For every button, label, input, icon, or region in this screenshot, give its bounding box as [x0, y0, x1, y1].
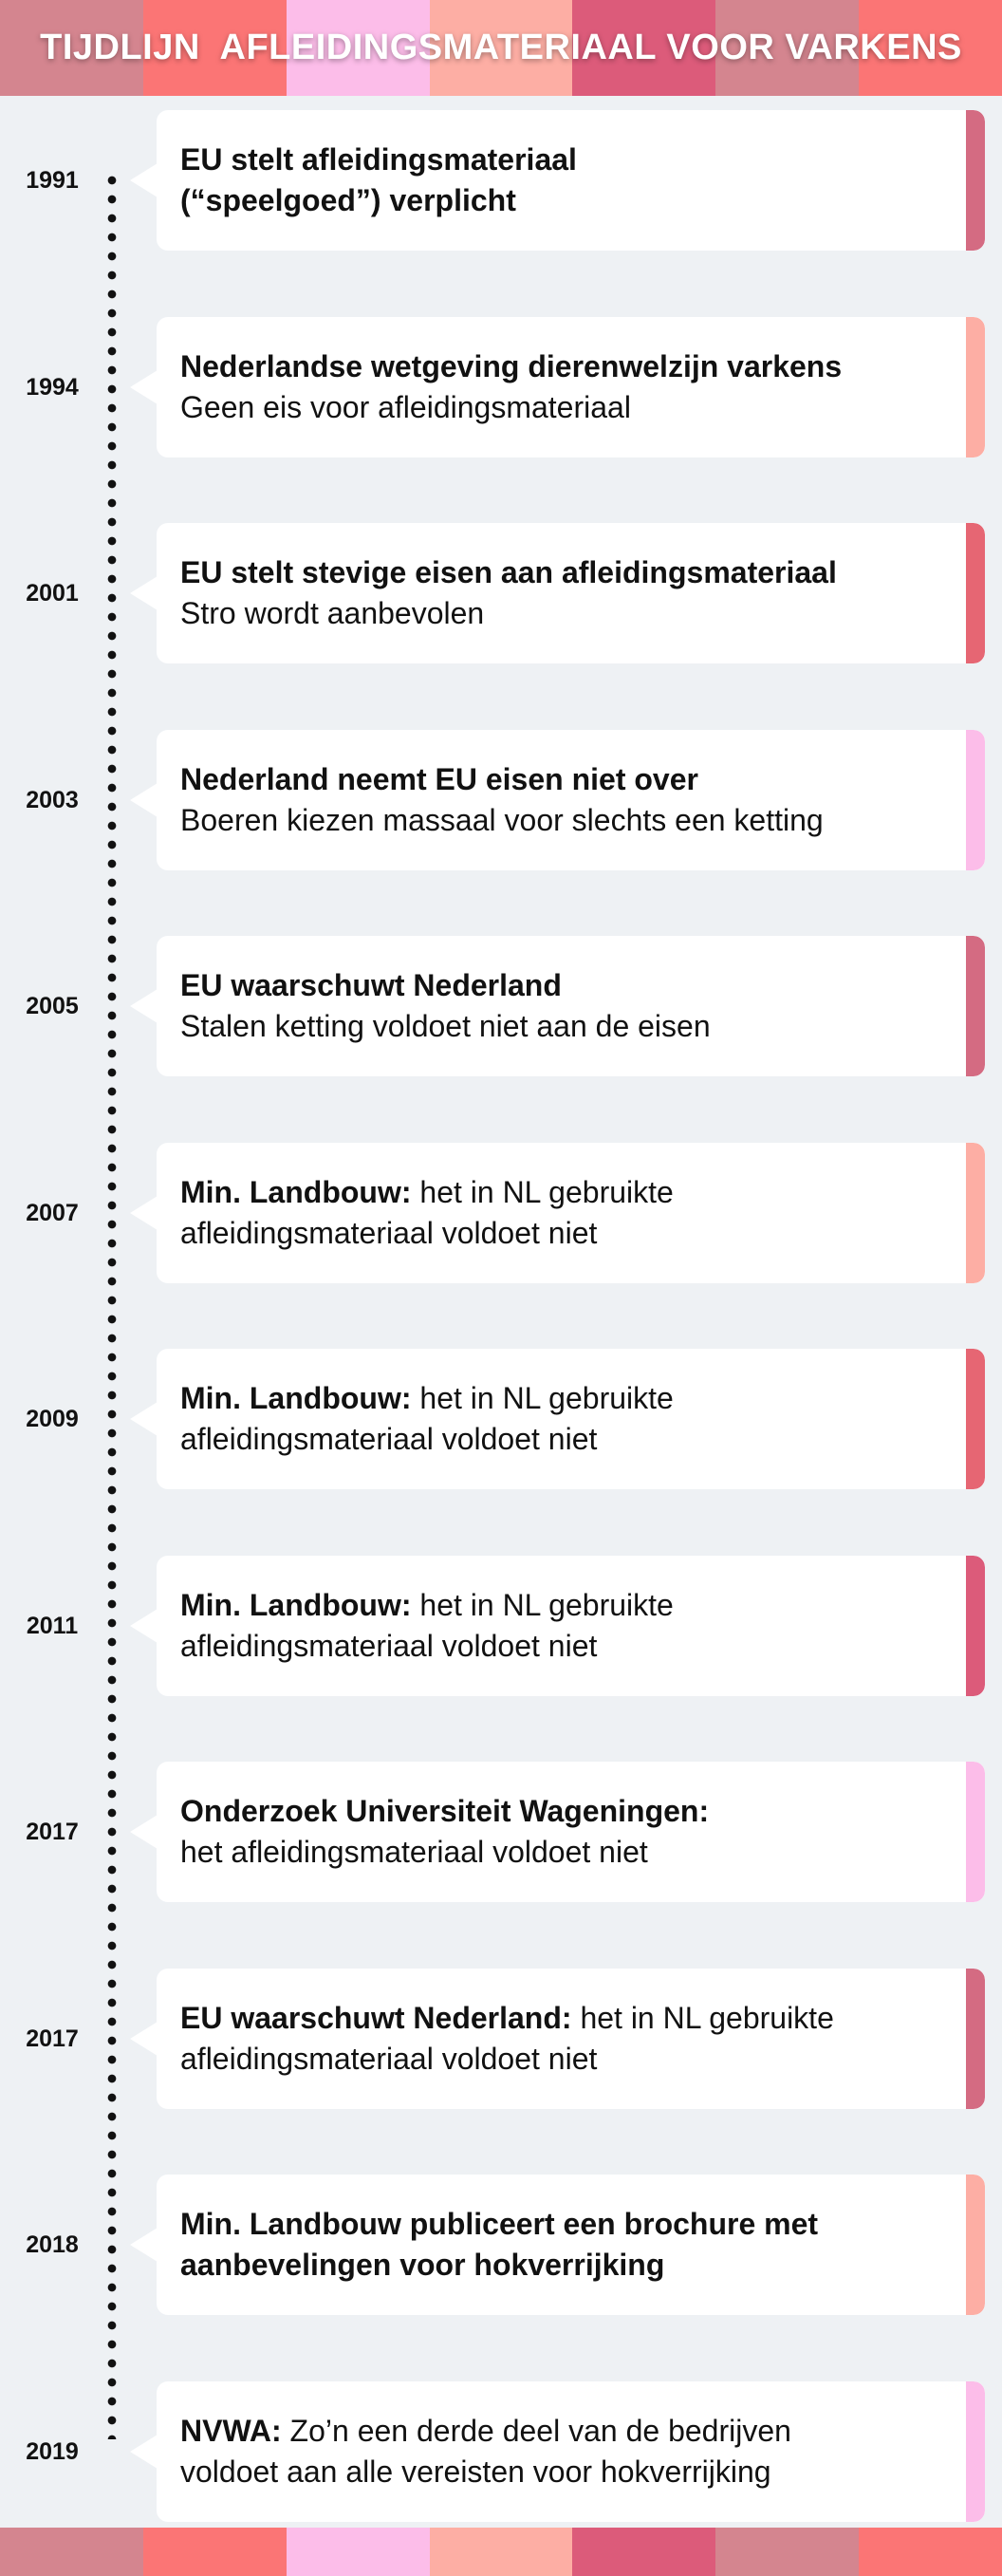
- stripe-0: [0, 2528, 143, 2576]
- card-line-2: [180, 2245, 818, 2286]
- timeline-item: [0, 317, 1002, 457]
- card-text-2: Boeren kiezen massaal voor slechts een ketting: [180, 803, 824, 837]
- timeline-card-text: [180, 346, 842, 428]
- card-text-1: het in NL gebruikte: [411, 1175, 674, 1209]
- timeline-year: 2005: [26, 993, 79, 1019]
- card-pointer: [130, 2228, 158, 2262]
- timeline-card-text: [180, 2204, 818, 2286]
- card-bold-2: aanbevelingen voor hokverrijking: [180, 2248, 665, 2282]
- timeline-item: [0, 1762, 1002, 1902]
- timeline-card-text: [180, 759, 824, 841]
- timeline-card-text: [180, 965, 711, 1047]
- timeline-card: [157, 2381, 985, 2522]
- timeline-card-text: [180, 1378, 674, 1460]
- card-text-2: Stalen ketting voldoet niet aan de eisen: [180, 1009, 711, 1043]
- timeline-card-text: [180, 552, 837, 634]
- timeline-year: 2009: [26, 1406, 79, 1432]
- card-accent-bar: [966, 1762, 985, 1902]
- stripe-6: [859, 2528, 1002, 2576]
- card-pointer: [130, 1609, 158, 1643]
- card-text-2: Geen eis voor afleidingsmateriaal: [180, 390, 631, 424]
- card-accent-bar: [966, 1143, 985, 1283]
- card-text-2: afleidingsmateriaal voldoet niet: [180, 2042, 598, 2076]
- card-line-2: [180, 387, 842, 428]
- card-pointer: [130, 989, 158, 1023]
- card-bold-1: EU waarschuwt Nederland: [180, 968, 562, 1002]
- card-pointer: [130, 1196, 158, 1230]
- card-text-2: het afleidingsmateriaal voldoet niet: [180, 1835, 648, 1869]
- card-bold-1: EU stelt stevige eisen aan afleidingsmateriaal: [180, 555, 837, 589]
- card-bold-1: Min. Landbouw:: [180, 1175, 412, 1209]
- card-line-1: [180, 552, 837, 593]
- card-pointer: [130, 576, 158, 610]
- card-line-2: [180, 2039, 834, 2080]
- card-bold-1: EU stelt afleidingsmateriaal: [180, 142, 577, 177]
- timeline-item: [0, 1969, 1002, 2109]
- card-text-2: afleidingsmateriaal voldoet niet: [180, 1216, 598, 1250]
- card-accent-bar: [966, 317, 985, 457]
- card-line-1: [180, 2204, 818, 2245]
- timeline-year: 2018: [26, 2231, 79, 2258]
- card-text-1: het in NL gebruikte: [571, 2001, 834, 2035]
- card-pointer: [130, 2022, 158, 2056]
- card-bold-1: Min. Landbouw:: [180, 1588, 412, 1622]
- stripe-5: [715, 2528, 859, 2576]
- card-text-1: Zo’n een derde deel van de bedrijven: [281, 2414, 791, 2448]
- card-accent-bar: [966, 1349, 985, 1489]
- card-line-1: [180, 2411, 791, 2452]
- card-line-2: [180, 1832, 709, 1873]
- timeline-item: [0, 1143, 1002, 1283]
- stripe-3: [430, 2528, 573, 2576]
- card-text-1: het in NL gebruikte: [411, 1588, 674, 1622]
- card-accent-bar: [966, 1969, 985, 2109]
- timeline-item: [0, 1349, 1002, 1489]
- card-pointer: [130, 783, 158, 817]
- page-title: TIJDLIJN AFLEIDINGSMATERIAAL VOOR VARKENS: [40, 28, 962, 67]
- card-accent-bar: [966, 523, 985, 663]
- card-line-2: [180, 2452, 791, 2492]
- timeline-card: [157, 1143, 985, 1283]
- timeline-year: 2019: [26, 2438, 79, 2465]
- timeline-year: 1994: [26, 374, 79, 401]
- timeline-card: [157, 2175, 985, 2315]
- card-line-1: [180, 1791, 709, 1832]
- card-bold-1: Onderzoek Universiteit Wageningen:: [180, 1794, 710, 1828]
- card-line-2: [180, 1626, 674, 1667]
- timeline-year: 2003: [26, 787, 79, 813]
- timeline-item: [0, 2175, 1002, 2315]
- timeline-card: [157, 730, 985, 870]
- card-bold-1: Min. Landbouw:: [180, 1381, 412, 1415]
- card-pointer: [130, 1402, 158, 1436]
- card-line-2: [180, 180, 577, 221]
- card-bold-1: Nederlandse wetgeving dierenwelzijn varkens: [180, 349, 843, 383]
- card-text-2: voldoet aan alle vereisten voor hokverrijking: [180, 2455, 771, 2489]
- stripe-4: [572, 2528, 715, 2576]
- stripe-1: [143, 2528, 287, 2576]
- timeline-card: [157, 110, 985, 251]
- card-accent-bar: [966, 110, 985, 251]
- timeline-card-text: [180, 1998, 834, 2080]
- timeline-card: [157, 1349, 985, 1489]
- card-pointer: [130, 2435, 158, 2469]
- card-line-1: [180, 1998, 834, 2039]
- card-line-2: [180, 1419, 674, 1460]
- timeline-card: [157, 1556, 985, 1696]
- card-line-1: [180, 1172, 674, 1213]
- timeline-item: [0, 110, 1002, 251]
- timeline-year: 2017: [26, 2025, 79, 2052]
- card-line-1: [180, 140, 577, 180]
- timeline-item: [0, 730, 1002, 870]
- timeline-year: 2007: [26, 1200, 79, 1226]
- timeline-card-text: [180, 1172, 674, 1254]
- card-bold-1: Nederland neemt EU eisen niet over: [180, 762, 698, 796]
- card-pointer: [130, 163, 158, 197]
- timeline-card: [157, 523, 985, 663]
- footer-stripes: [0, 2528, 1002, 2576]
- card-line-1: [180, 1585, 674, 1626]
- card-text-1: het in NL gebruikte: [411, 1381, 674, 1415]
- card-bold-1: Min. Landbouw publiceert een brochure met: [180, 2207, 819, 2241]
- card-line-2: [180, 1213, 674, 1254]
- card-pointer: [130, 370, 158, 404]
- card-text-2: afleidingsmateriaal voldoet niet: [180, 1422, 598, 1456]
- timeline-item: [0, 2381, 1002, 2522]
- timeline-year: 1991: [26, 167, 79, 194]
- card-accent-bar: [966, 2175, 985, 2315]
- card-pointer: [130, 1815, 158, 1849]
- card-accent-bar: [966, 936, 985, 1076]
- card-bold-1: NVWA:: [180, 2414, 282, 2448]
- timeline-card: [157, 1969, 985, 2109]
- timeline-card-text: [180, 140, 577, 221]
- card-line-1: [180, 965, 711, 1006]
- card-line-2: [180, 593, 837, 634]
- timeline-item: [0, 936, 1002, 1076]
- card-accent-bar: [966, 730, 985, 870]
- timeline-card-text: [180, 2411, 791, 2492]
- card-text-2: Stro wordt aanbevolen: [180, 596, 485, 630]
- timeline-item: [0, 523, 1002, 663]
- timeline-card-text: [180, 1791, 709, 1873]
- card-accent-bar: [966, 2381, 985, 2522]
- card-line-2: [180, 1006, 711, 1047]
- card-text-2: afleidingsmateriaal voldoet niet: [180, 1629, 598, 1663]
- card-line-1: [180, 1378, 674, 1419]
- stripe-2: [287, 2528, 430, 2576]
- timeline-card: [157, 936, 985, 1076]
- timeline-year: 2017: [26, 1819, 79, 1845]
- timeline-card: [157, 1762, 985, 1902]
- card-bold-2: (“speelgoed”) verplicht: [180, 183, 516, 217]
- card-accent-bar: [966, 1556, 985, 1696]
- timeline-year: 2011: [26, 1613, 79, 1639]
- timeline-item: [0, 1556, 1002, 1696]
- card-bold-1: EU waarschuwt Nederland:: [180, 2001, 572, 2035]
- timeline-card-text: [180, 1585, 674, 1667]
- card-line-1: [180, 759, 824, 800]
- card-line-1: [180, 346, 842, 387]
- timeline-card: [157, 317, 985, 457]
- card-line-2: [180, 800, 824, 841]
- timeline-year: 2001: [26, 580, 79, 607]
